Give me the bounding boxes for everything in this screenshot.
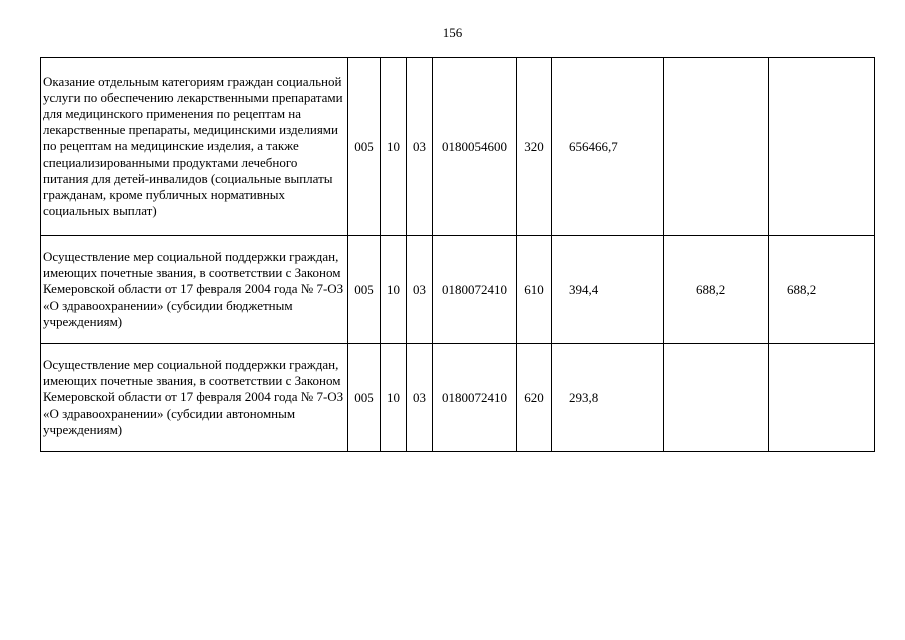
ministry-code: 005	[348, 344, 381, 452]
target-article-code: 0180054600	[433, 58, 517, 236]
budget-table	[40, 57, 875, 452]
target-article-code: 0180072410	[433, 236, 517, 344]
amount-year-2	[664, 58, 769, 236]
amount-year-3	[769, 344, 875, 452]
section-code: 10	[381, 58, 407, 236]
page-number: 156	[442, 25, 463, 40]
ministry-code: 005	[348, 58, 381, 236]
row-description: Осуществление мер социальной поддержки граждан, имеющих почетные звания, в соответствии с Законом Кемеровской области от 17 февраля 2004 года № 7-ОЗ «О здравоохранении» (субсидии бюджетным учреждениям)	[41, 236, 348, 344]
expense-type-code: 620	[517, 344, 552, 452]
section-code: 10	[381, 344, 407, 452]
target-article-code: 0180072410	[433, 344, 517, 452]
amount-year-1: 656466,7	[552, 58, 664, 236]
amount-year-2	[664, 344, 769, 452]
expense-type-code: 610	[517, 236, 552, 344]
section-code: 10	[381, 236, 407, 344]
amount-year-2: 688,2	[664, 236, 769, 344]
table-row	[41, 344, 875, 452]
subsection-code: 03	[407, 236, 433, 344]
subsection-code: 03	[407, 344, 433, 452]
expense-type-code: 320	[517, 58, 552, 236]
row-description: Оказание отдельным категориям граждан социальной услуги по обеспечению лекарственными препаратами для медицинского применения по рецептам на лекарственные препараты, медицинскими изделиями по рецептам на медицинские изделия, а также специализированными продуктами лечебного питания для детей-инвалидов (социальные выплаты гражданам, кроме публичных нормативных социальных выплат)	[41, 58, 348, 236]
table-row	[41, 58, 875, 236]
amount-year-3	[769, 58, 875, 236]
amount-year-3: 688,2	[769, 236, 875, 344]
amount-year-1: 293,8	[552, 344, 664, 452]
table-row	[41, 236, 875, 344]
row-description: Осуществление мер социальной поддержки граждан, имеющих почетные звания, в соответствии с Законом Кемеровской области от 17 февраля 2004 года № 7-ОЗ «О здравоохранении» (субсидии автономным учреждениям)	[41, 344, 348, 452]
subsection-code: 03	[407, 58, 433, 236]
ministry-code: 005	[348, 236, 381, 344]
amount-year-1: 394,4	[552, 236, 664, 344]
